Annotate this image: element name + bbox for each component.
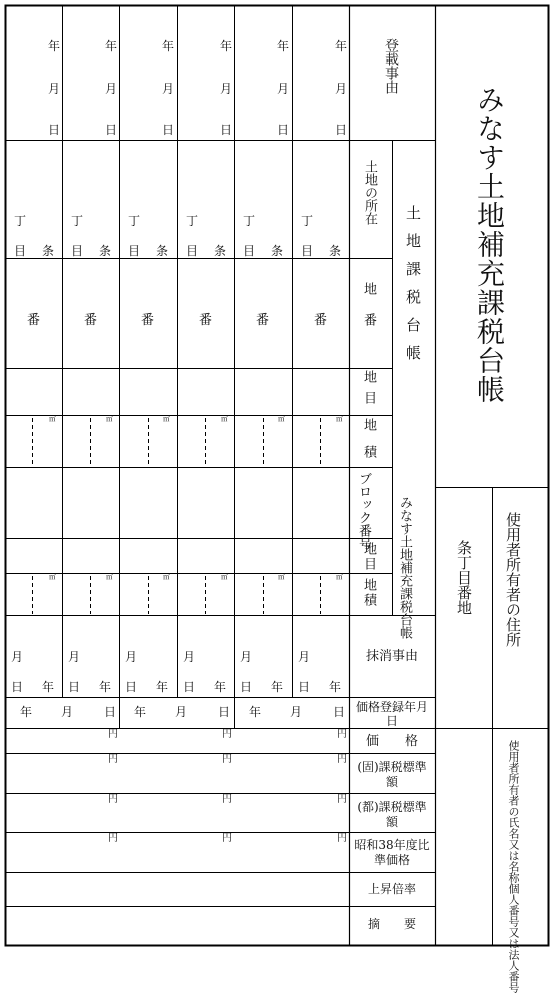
land-area-label: 地積 <box>361 418 376 472</box>
del-month-label: 月 <box>68 650 81 664</box>
showa-price-label <box>352 838 432 868</box>
loc-chome-label: 丁 <box>301 214 314 228</box>
block-number-label: ブロック番号 <box>356 472 371 550</box>
loc-chome-label: 丁 <box>71 214 84 228</box>
yen-label: 円 <box>108 729 118 740</box>
lot-number-label: 地番 <box>361 282 376 344</box>
loc-jo-label: 条 <box>214 244 227 258</box>
area-sqm-label: ㎡ <box>336 415 343 423</box>
lot-ban-label: 番 <box>256 313 270 328</box>
reg-day-label: 日 <box>220 123 233 137</box>
area2-sqm-label: ㎡ <box>106 573 113 581</box>
remarks-label: 摘 要 <box>367 917 417 931</box>
yen-label: 円 <box>222 833 232 844</box>
reg-year-label: 年 <box>48 39 61 53</box>
del-year-label: 年 <box>99 680 112 694</box>
price-label: 価 格 <box>365 734 419 749</box>
del-month-label: 月 <box>125 650 138 664</box>
owner-address-label: 使用者所有者の住所 <box>504 512 522 647</box>
loc-moku-label: 目 <box>301 244 314 258</box>
loc-moku-label: 目 <box>71 244 84 258</box>
del-month-label: 月 <box>298 650 311 664</box>
area2-sqm-label: ㎡ <box>163 573 170 581</box>
land-area2-label: 地積 <box>361 578 376 608</box>
yen-label: 円 <box>108 833 118 844</box>
loc-moku-label: 目 <box>128 244 141 258</box>
deletion-reason-label: 抹消事由 <box>365 649 419 664</box>
price-year-label: 年 <box>134 705 147 719</box>
yen-label: 円 <box>222 794 232 805</box>
area-sqm-label: ㎡ <box>49 415 56 423</box>
price-year-label: 年 <box>249 705 262 719</box>
loc-jo-label: 条 <box>42 244 55 258</box>
loc-moku-label: 目 <box>14 244 27 258</box>
area-sqm-label: ㎡ <box>221 415 228 423</box>
del-year-label: 年 <box>42 680 55 694</box>
reg-month-label: 月 <box>162 82 175 96</box>
del-day-label: 日 <box>298 680 311 694</box>
land-location-label: 土地の所在 <box>362 160 377 225</box>
loc-jo-label: 条 <box>156 244 169 258</box>
metro-tax-text: (都)課税標準額 <box>357 800 427 829</box>
price-day-label: 日 <box>333 705 346 719</box>
yen-label: 円 <box>108 794 118 805</box>
loc-jo-label: 条 <box>99 244 112 258</box>
reg-month-label: 月 <box>277 82 290 96</box>
showa-price-text: 昭和38年度比準価格 <box>354 838 430 867</box>
price-day-label: 日 <box>104 705 117 719</box>
del-day-label: 日 <box>125 680 138 694</box>
area2-sqm-label: ㎡ <box>278 573 285 581</box>
land-category-label: 地目 <box>361 370 376 412</box>
reg-day-label: 日 <box>335 123 348 137</box>
yen-label: 円 <box>337 754 347 765</box>
reg-day-label: 日 <box>48 123 61 137</box>
del-month-label: 月 <box>240 650 253 664</box>
price-year-label: 年 <box>20 705 33 719</box>
registration-reason-label: 登載事由 <box>383 38 399 94</box>
lot-ban-label: 番 <box>199 313 213 328</box>
owner-address-sub-text: 条丁目番地 <box>455 540 473 615</box>
del-year-label: 年 <box>271 680 284 694</box>
yen-label: 円 <box>108 754 118 765</box>
reg-month-label: 月 <box>220 82 233 96</box>
area-sqm-label: ㎡ <box>163 415 170 423</box>
area2-sqm-label: ㎡ <box>221 573 228 581</box>
del-day-label: 日 <box>183 680 196 694</box>
price-reg-date-text: 価格登録年月日 <box>355 700 428 728</box>
yen-label: 円 <box>337 729 347 740</box>
form-title: みなす土地補充課税台帳 <box>473 85 506 404</box>
yen-label: 円 <box>337 794 347 805</box>
loc-jo-label: 条 <box>329 244 342 258</box>
loc-moku-label: 目 <box>243 244 256 258</box>
price-month-label: 月 <box>290 705 303 719</box>
reg-month-label: 月 <box>105 82 118 96</box>
loc-chome-label: 丁 <box>186 214 199 228</box>
fixed-tax-text: (固)課税標準額 <box>357 760 427 789</box>
land-tax-ledger-label: 土地課税台帳 <box>404 205 422 373</box>
loc-chome-label: 丁 <box>14 214 27 228</box>
metro-tax-label <box>357 800 427 830</box>
reg-year-label: 年 <box>105 39 118 53</box>
loc-moku-label: 目 <box>186 244 199 258</box>
reg-month-label: 月 <box>48 82 61 96</box>
price-month-label: 月 <box>175 705 188 719</box>
lot-ban-label: 番 <box>27 313 41 328</box>
yen-label: 円 <box>337 833 347 844</box>
deemed-land-ledger-label: みなす土地補充課税台帳 <box>397 496 412 639</box>
fixed-tax-label <box>357 760 427 790</box>
area2-sqm-label: ㎡ <box>336 573 343 581</box>
del-day-label: 日 <box>240 680 253 694</box>
del-year-label: 年 <box>156 680 169 694</box>
reg-day-label: 日 <box>162 123 175 137</box>
reg-year-label: 年 <box>162 39 175 53</box>
reg-day-label: 日 <box>105 123 118 137</box>
loc-chome-label: 丁 <box>128 214 141 228</box>
rise-rate-label: 上昇倍率 <box>367 882 417 896</box>
loc-chome-label: 丁 <box>243 214 256 228</box>
price-day-label: 日 <box>218 705 231 719</box>
del-year-label: 年 <box>329 680 342 694</box>
del-month-label: 月 <box>11 650 24 664</box>
yen-label: 円 <box>222 754 232 765</box>
price-reg-date-label <box>352 700 432 728</box>
owner-address-sub-label <box>456 540 471 615</box>
reg-month-label: 月 <box>335 82 348 96</box>
reg-year-label: 年 <box>277 39 290 53</box>
loc-jo-label: 条 <box>271 244 284 258</box>
yen-label: 円 <box>222 729 232 740</box>
area2-sqm-label: ㎡ <box>49 573 56 581</box>
del-day-label: 日 <box>68 680 81 694</box>
reg-day-label: 日 <box>277 123 290 137</box>
del-month-label: 月 <box>183 650 196 664</box>
area-sqm-label: ㎡ <box>278 415 285 423</box>
del-year-label: 年 <box>214 680 227 694</box>
lot-ban-label: 番 <box>141 313 155 328</box>
lot-ban-label: 番 <box>314 313 328 328</box>
price-month-label: 月 <box>61 705 74 719</box>
lot-ban-label: 番 <box>84 313 98 328</box>
reg-year-label: 年 <box>335 39 348 53</box>
land-category2-label: 地目 <box>361 542 376 572</box>
area-sqm-label: ㎡ <box>106 415 113 423</box>
del-day-label: 日 <box>11 680 24 694</box>
owner-name-label: 使用者所有者の氏名又は名称個人番号又は法人番号 <box>507 740 520 993</box>
reg-year-label: 年 <box>220 39 233 53</box>
